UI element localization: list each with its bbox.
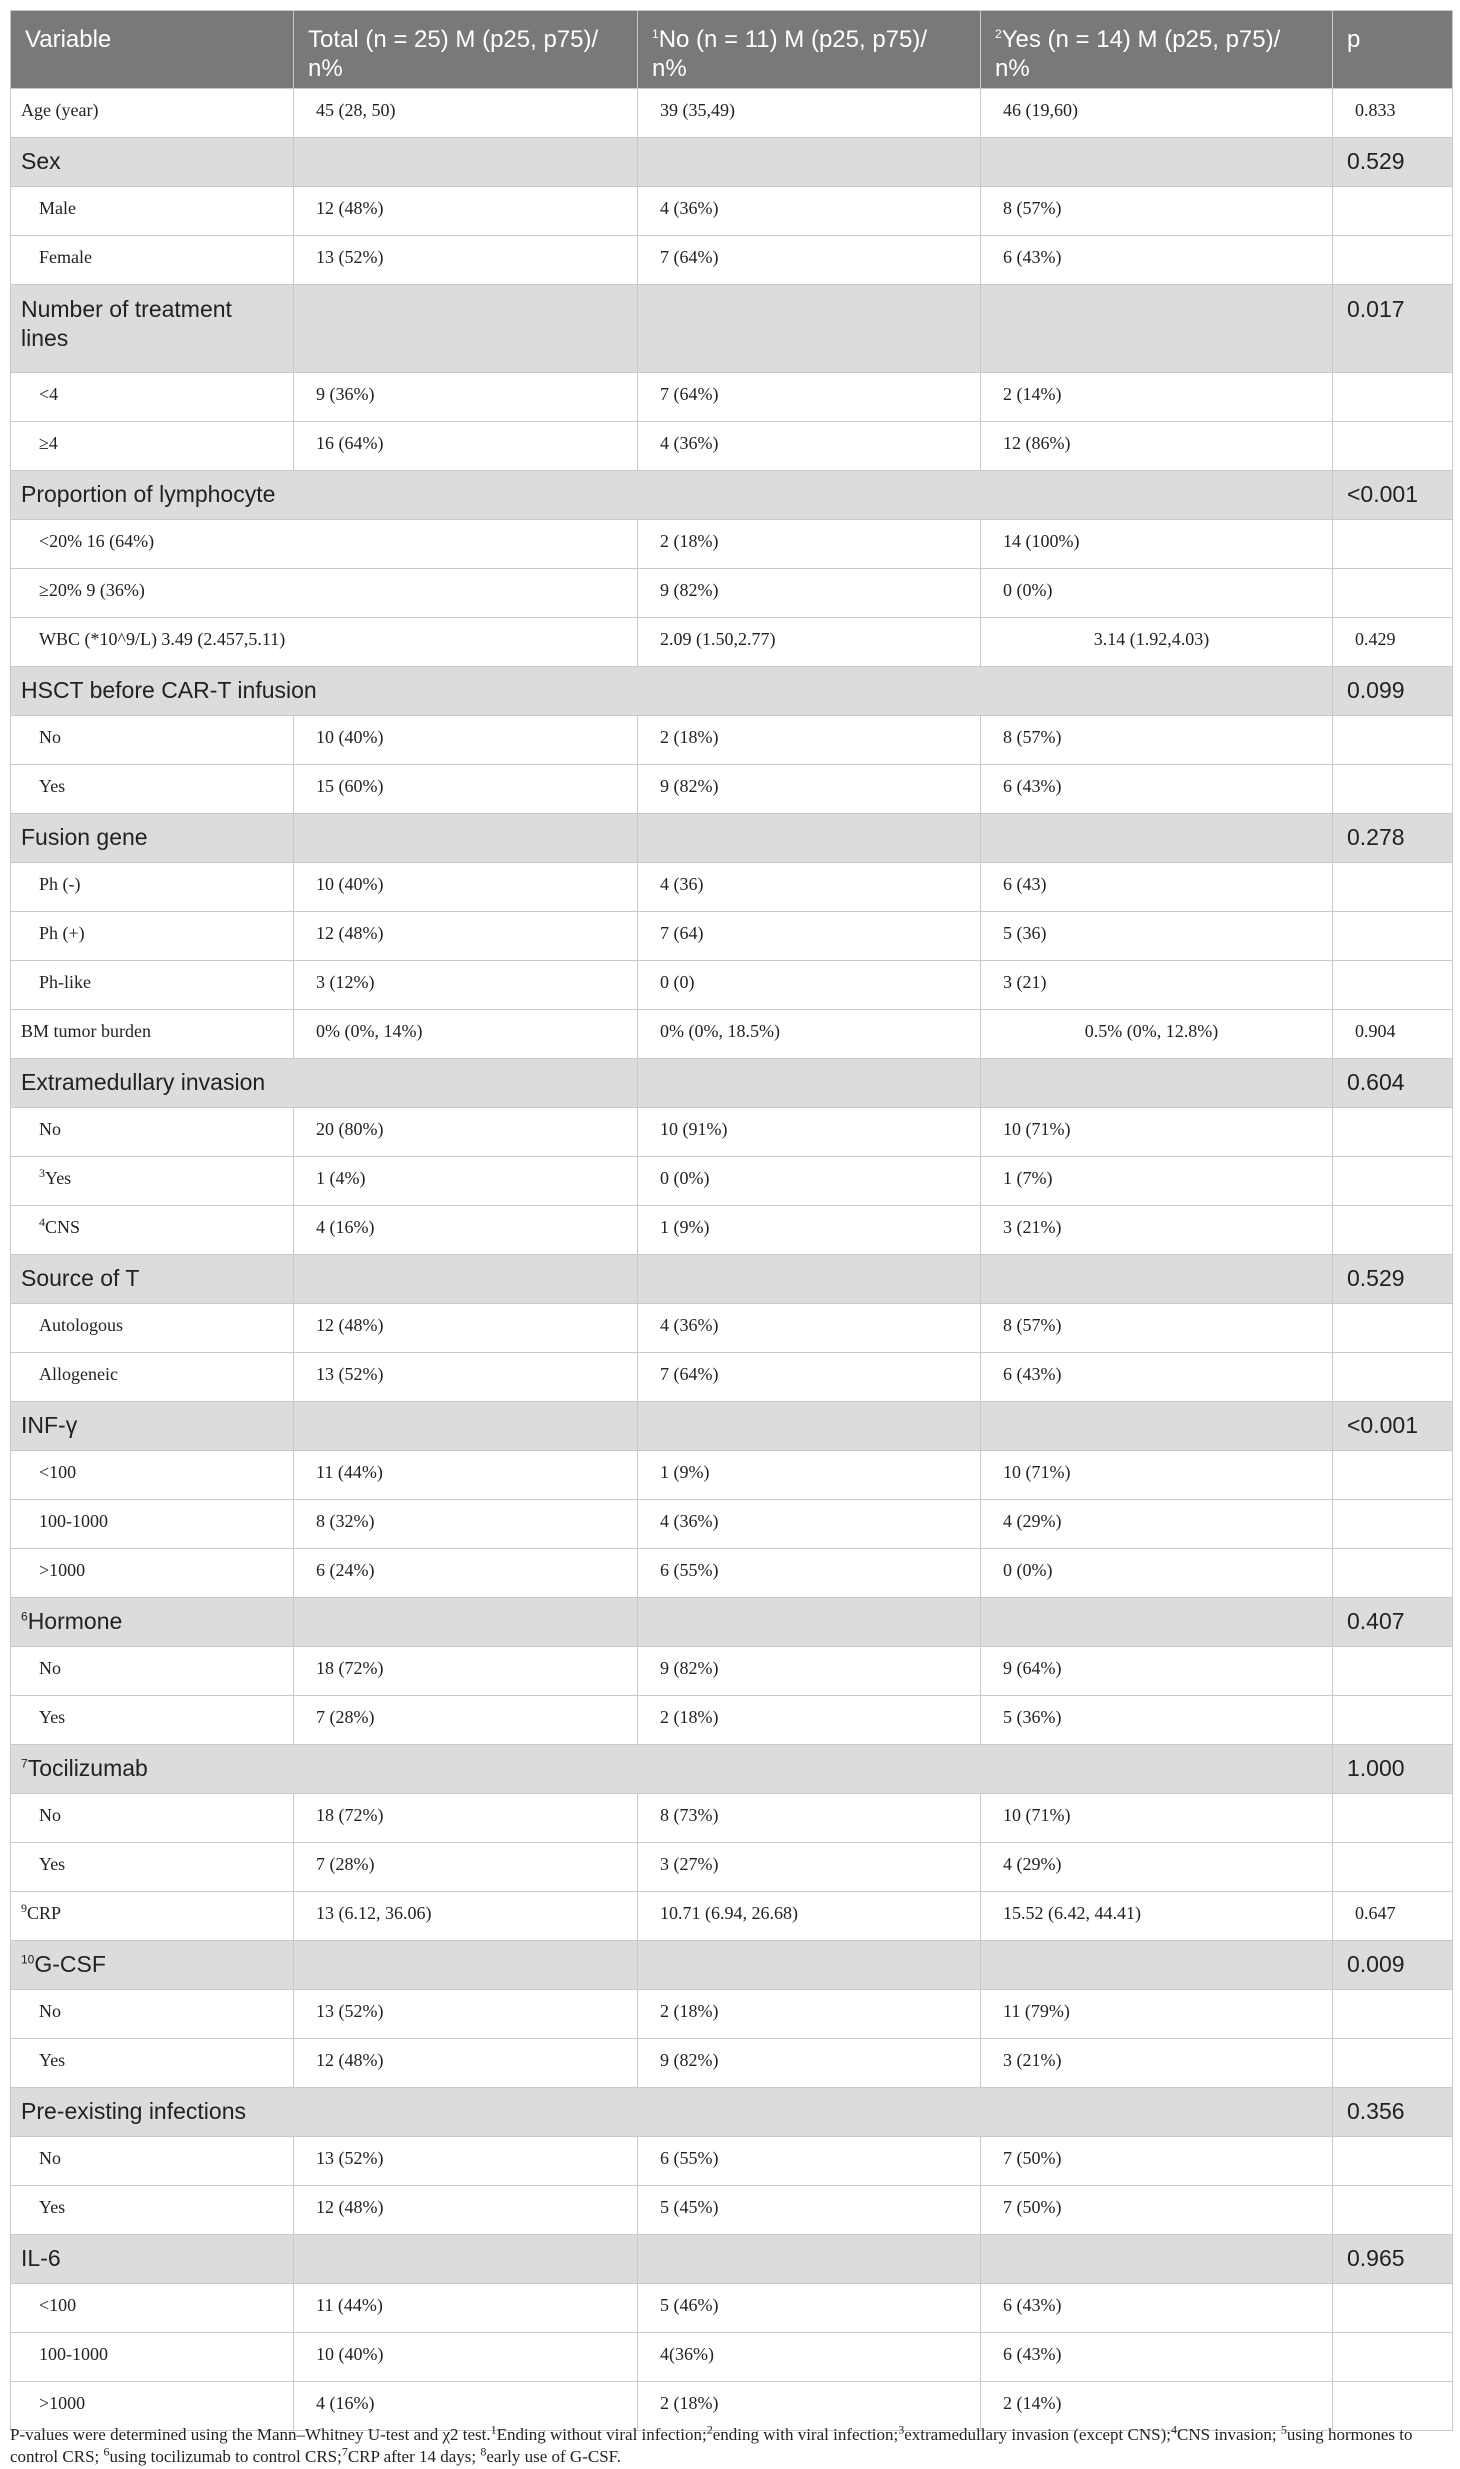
cell-no: 9 (82%)	[638, 765, 981, 814]
cell-total: 7 (28%)	[294, 1843, 638, 1892]
cell-total: 13 (52%)	[294, 1990, 638, 2039]
cell-yes: 9 (64%)	[981, 1647, 1333, 1696]
cell-no: 39 (35,49)	[638, 89, 981, 138]
cell-no: 8 (73%)	[638, 1794, 981, 1843]
section-p: 0.529	[1333, 138, 1453, 187]
footnote-sup: 2	[706, 2422, 713, 2437]
row-label: BM tumor burden	[11, 1010, 294, 1059]
section-row	[11, 814, 1453, 863]
table-row	[11, 1451, 1453, 1500]
section-p: 0.529	[1333, 1255, 1453, 1304]
cell-yes: 3.14 (1.92,4.03)	[981, 618, 1333, 667]
cell-no: 2 (18%)	[638, 716, 981, 765]
table-footnote	[10, 2424, 1452, 2468]
row-label: Yes	[11, 1843, 294, 1892]
section-label: Source of T	[11, 1255, 294, 1304]
row-label: Female	[11, 236, 294, 285]
cell-no: 4 (36%)	[638, 1500, 981, 1549]
section-label: Sex	[11, 138, 294, 187]
cell-total: 1 (4%)	[294, 1157, 638, 1206]
cell-total: 10 (40%)	[294, 716, 638, 765]
cell-no: 0% (0%, 18.5%)	[638, 1010, 981, 1059]
table-row	[11, 716, 1453, 765]
footnote-sup: 1	[490, 2422, 497, 2437]
row-label-text: CRP	[27, 1903, 62, 1923]
footnote-text: CNS invasion;	[1176, 2425, 1281, 2444]
cell-no: 9 (82%)	[638, 1647, 981, 1696]
table-row	[11, 2137, 1453, 2186]
header-no	[638, 11, 981, 89]
cell-yes: 3 (21%)	[981, 2039, 1333, 2088]
table-row	[11, 1353, 1453, 1402]
section-row	[11, 138, 1453, 187]
section-row	[11, 1941, 1453, 1990]
cell-no: 7 (64)	[638, 912, 981, 961]
section-label: Fusion gene	[11, 814, 294, 863]
table-row	[11, 1696, 1453, 1745]
section-p: 0.278	[1333, 814, 1453, 863]
table-row	[11, 1647, 1453, 1696]
cell-no: 1 (9%)	[638, 1451, 981, 1500]
row-label-sup: 9	[21, 1901, 27, 1915]
cell-no: 9 (82%)	[638, 569, 981, 618]
footnote-text: P-values were determined using the Mann–Whitney U-test and χ2 test.	[10, 2425, 491, 2444]
cell-yes: 4 (29%)	[981, 1500, 1333, 1549]
cell-yes: 8 (57%)	[981, 1304, 1333, 1353]
row-label: No	[11, 1647, 294, 1696]
section-label-text: Tocilizumab	[27, 1755, 148, 1781]
cell-total: 6 (24%)	[294, 1549, 638, 1598]
cell-yes: 12 (86%)	[981, 422, 1333, 471]
cell-no: 0 (0%)	[638, 1157, 981, 1206]
cell-total: 18 (72%)	[294, 1647, 638, 1696]
footnote-sup: 8	[480, 2444, 487, 2459]
cell-yes: 0 (0%)	[981, 569, 1333, 618]
footnote-sup: 4	[1170, 2422, 1177, 2437]
row-label	[11, 1892, 294, 1941]
table-row	[11, 1206, 1453, 1255]
section-row	[11, 1598, 1453, 1647]
header-total: Total (n = 25) M (p25, p75)/ n%	[294, 11, 638, 89]
cell-total: 45 (28, 50)	[294, 89, 638, 138]
table-row	[11, 1892, 1453, 1941]
cell-yes: 6 (43)	[981, 863, 1333, 912]
section-row	[11, 2088, 1453, 2137]
cell-no: 2.09 (1.50,2.77)	[638, 618, 981, 667]
cell-no: 9 (82%)	[638, 2039, 981, 2088]
row-label-text: Yes	[45, 1168, 72, 1188]
cell-no: 7 (64%)	[638, 236, 981, 285]
table-row	[11, 2333, 1453, 2382]
section-row	[11, 471, 1453, 520]
header-yes	[981, 11, 1333, 89]
cell-p: 0.429	[1333, 618, 1453, 667]
table-row	[11, 1108, 1453, 1157]
cell-total: 12 (48%)	[294, 187, 638, 236]
cell-total: 4 (16%)	[294, 2382, 638, 2431]
cell-total: 10 (40%)	[294, 863, 638, 912]
cell-yes: 7 (50%)	[981, 2186, 1333, 2235]
cell-total: 12 (48%)	[294, 2039, 638, 2088]
row-label: 100-1000	[11, 1500, 294, 1549]
table-row	[11, 1843, 1453, 1892]
section-label-sup: 6	[21, 1609, 28, 1624]
cell-total: 13 (52%)	[294, 236, 638, 285]
cell-yes: 6 (43%)	[981, 1353, 1333, 1402]
cell-total: 10 (40%)	[294, 2333, 638, 2382]
cell-no: 1 (9%)	[638, 1206, 981, 1255]
row-label: No	[11, 716, 294, 765]
cell-total: 13 (52%)	[294, 2137, 638, 2186]
section-label: Proportion of lymphocyte	[11, 471, 1333, 520]
cell-yes: 10 (71%)	[981, 1794, 1333, 1843]
row-label: ≥20% 9 (36%)	[11, 569, 638, 618]
cell-total: 13 (52%)	[294, 1353, 638, 1402]
table-row	[11, 961, 1453, 1010]
header-variable: Variable	[11, 11, 294, 89]
footnote-sup: 5	[1280, 2422, 1287, 2437]
table-row	[11, 2284, 1453, 2333]
table-row	[11, 520, 1453, 569]
section-p: 0.099	[1333, 667, 1453, 716]
table-row	[11, 1500, 1453, 1549]
cell-no: 2 (18%)	[638, 1990, 981, 2039]
cell-no: 3 (27%)	[638, 1843, 981, 1892]
cell-yes: 5 (36%)	[981, 1696, 1333, 1745]
cell-no: 2 (18%)	[638, 1696, 981, 1745]
cell-p: 0.833	[1333, 89, 1453, 138]
section-row	[11, 1255, 1453, 1304]
cell-total: 13 (6.12, 36.06)	[294, 1892, 638, 1941]
footnote-text: Ending without viral infection;	[496, 2425, 707, 2444]
section-p: 0.965	[1333, 2235, 1453, 2284]
header-yes-sup: 2	[995, 27, 1002, 41]
cell-yes: 2 (14%)	[981, 2382, 1333, 2431]
data-table	[10, 10, 1453, 2431]
section-p: 0.017	[1333, 285, 1453, 373]
header-p: p	[1333, 11, 1453, 89]
section-p: <0.001	[1333, 471, 1453, 520]
footnote-text: using hormones to control CRS;	[10, 2425, 1413, 2466]
footnote-text: ending with viral infection;	[712, 2425, 899, 2444]
row-label: WBC (*10^9/L) 3.49 (2.457,5.11)	[11, 618, 638, 667]
section-label-sup: 7	[21, 1756, 28, 1771]
cell-yes: 1 (7%)	[981, 1157, 1333, 1206]
section-p: 0.407	[1333, 1598, 1453, 1647]
row-label: No	[11, 1794, 294, 1843]
cell-total: 4 (16%)	[294, 1206, 638, 1255]
cell-yes: 6 (43%)	[981, 765, 1333, 814]
section-label: Pre-existing infections	[11, 2088, 1333, 2137]
section-label: Extramedullary invasion	[11, 1059, 638, 1108]
cell-no: 4 (36)	[638, 863, 981, 912]
section-label	[11, 1745, 1333, 1794]
cell-total: 12 (48%)	[294, 2186, 638, 2235]
cell-no: 4 (36%)	[638, 422, 981, 471]
section-row	[11, 667, 1453, 716]
cell-total: 11 (44%)	[294, 1451, 638, 1500]
table-row	[11, 373, 1453, 422]
cell-yes: 8 (57%)	[981, 716, 1333, 765]
section-label: HSCT before CAR-T infusion	[11, 667, 1333, 716]
section-label-text: G-CSF	[34, 1951, 106, 1977]
table-row	[11, 1010, 1453, 1059]
row-label: Age (year)	[11, 89, 294, 138]
cell-yes: 0.5% (0%, 12.8%)	[981, 1010, 1333, 1059]
row-label: No	[11, 2137, 294, 2186]
table-row	[11, 765, 1453, 814]
footnote-text: CRP after 14 days;	[347, 2447, 481, 2466]
row-label: Yes	[11, 765, 294, 814]
cell-total: 16 (64%)	[294, 422, 638, 471]
cell-yes: 4 (29%)	[981, 1843, 1333, 1892]
table-row	[11, 422, 1453, 471]
cell-total: 15 (60%)	[294, 765, 638, 814]
table-header-row	[11, 11, 1453, 89]
row-label: Male	[11, 187, 294, 236]
table-row	[11, 618, 1453, 667]
footnote-text: early use of G-CSF.	[486, 2447, 621, 2466]
table-row	[11, 912, 1453, 961]
section-row	[11, 285, 1453, 373]
cell-total: 18 (72%)	[294, 1794, 638, 1843]
cell-no: 4(36%)	[638, 2333, 981, 2382]
footnote-sup: 6	[103, 2444, 110, 2459]
row-label: 100-1000	[11, 2333, 294, 2382]
cell-total: 3 (12%)	[294, 961, 638, 1010]
cell-total: 8 (32%)	[294, 1500, 638, 1549]
section-label	[11, 1598, 294, 1647]
section-label: Number of treatment lines	[11, 285, 294, 373]
cell-yes: 15.52 (6.42, 44.41)	[981, 1892, 1333, 1941]
table-container	[10, 10, 1452, 2431]
cell-yes: 14 (100%)	[981, 520, 1333, 569]
table-row	[11, 1157, 1453, 1206]
cell-no: 0 (0)	[638, 961, 981, 1010]
cell-total: 12 (48%)	[294, 1304, 638, 1353]
row-label: <4	[11, 373, 294, 422]
cell-no: 2 (18%)	[638, 520, 981, 569]
table-row	[11, 2039, 1453, 2088]
section-p: 0.009	[1333, 1941, 1453, 1990]
row-label-text: CNS	[45, 1217, 81, 1237]
section-label-text: Hormone	[27, 1608, 123, 1634]
section-label: INF-γ	[11, 1402, 294, 1451]
cell-yes: 6 (43%)	[981, 2333, 1333, 2382]
table-row	[11, 1990, 1453, 2039]
row-label: >1000	[11, 2382, 294, 2431]
section-row	[11, 2235, 1453, 2284]
cell-no: 6 (55%)	[638, 1549, 981, 1598]
section-row	[11, 1402, 1453, 1451]
row-label: >1000	[11, 1549, 294, 1598]
footnote-text: extramedullary invasion (except CNS);	[904, 2425, 1171, 2444]
cell-yes: 3 (21%)	[981, 1206, 1333, 1255]
section-p: 1.000	[1333, 1745, 1453, 1794]
footnote-text: using tocilizumab to control CRS;	[109, 2447, 342, 2466]
cell-no: 5 (46%)	[638, 2284, 981, 2333]
section-p: <0.001	[1333, 1402, 1453, 1451]
table-row	[11, 1549, 1453, 1598]
section-label: IL-6	[11, 2235, 294, 2284]
row-label-sup: 3	[39, 1166, 45, 1180]
cell-yes: 10 (71%)	[981, 1451, 1333, 1500]
table-row	[11, 863, 1453, 912]
row-label	[11, 1157, 294, 1206]
row-label: Ph (-)	[11, 863, 294, 912]
footnote-sup: 3	[898, 2422, 905, 2437]
cell-p: 0.904	[1333, 1010, 1453, 1059]
table-row	[11, 1794, 1453, 1843]
cell-no: 7 (64%)	[638, 373, 981, 422]
row-label	[11, 1206, 294, 1255]
cell-yes: 3 (21)	[981, 961, 1333, 1010]
row-label: Allogeneic	[11, 1353, 294, 1402]
row-label: <100	[11, 2284, 294, 2333]
cell-yes: 0 (0%)	[981, 1549, 1333, 1598]
cell-no: 2 (18%)	[638, 2382, 981, 2431]
row-label: No	[11, 1990, 294, 2039]
cell-no: 4 (36%)	[638, 1304, 981, 1353]
row-label: <100	[11, 1451, 294, 1500]
table-row	[11, 1304, 1453, 1353]
cell-no: 6 (55%)	[638, 2137, 981, 2186]
row-label: Ph-like	[11, 961, 294, 1010]
section-row	[11, 1745, 1453, 1794]
row-label: Yes	[11, 2039, 294, 2088]
section-row	[11, 1059, 1453, 1108]
cell-yes: 46 (19,60)	[981, 89, 1333, 138]
cell-no: 7 (64%)	[638, 1353, 981, 1402]
row-label: Autologous	[11, 1304, 294, 1353]
cell-no: 10.71 (6.94, 26.68)	[638, 1892, 981, 1941]
table-row	[11, 89, 1453, 138]
cell-total: 0% (0%, 14%)	[294, 1010, 638, 1059]
cell-yes: 7 (50%)	[981, 2137, 1333, 2186]
cell-yes: 2 (14%)	[981, 373, 1333, 422]
cell-yes: 5 (36)	[981, 912, 1333, 961]
row-label: Ph (+)	[11, 912, 294, 961]
section-p: 0.604	[1333, 1059, 1453, 1108]
cell-yes: 6 (43%)	[981, 2284, 1333, 2333]
row-label: ≥4	[11, 422, 294, 471]
table-row	[11, 2186, 1453, 2235]
cell-no: 5 (45%)	[638, 2186, 981, 2235]
header-no-sup: 1	[652, 27, 659, 41]
row-label: <20% 16 (64%)	[11, 520, 638, 569]
row-label: Yes	[11, 1696, 294, 1745]
row-label: Yes	[11, 2186, 294, 2235]
cell-yes: 6 (43%)	[981, 236, 1333, 285]
cell-yes: 10 (71%)	[981, 1108, 1333, 1157]
cell-no: 10 (91%)	[638, 1108, 981, 1157]
cell-total: 9 (36%)	[294, 373, 638, 422]
footnote-sup: 7	[341, 2444, 348, 2459]
section-label-sup: 10	[21, 1952, 35, 1967]
section-label	[11, 1941, 294, 1990]
section-p: 0.356	[1333, 2088, 1453, 2137]
header-yes-label: Yes (n = 14) M (p25, p75)/ n%	[995, 26, 1281, 82]
cell-yes: 8 (57%)	[981, 187, 1333, 236]
cell-no: 4 (36%)	[638, 187, 981, 236]
cell-total: 12 (48%)	[294, 912, 638, 961]
cell-total: 7 (28%)	[294, 1696, 638, 1745]
table-row	[11, 236, 1453, 285]
cell-yes: 11 (79%)	[981, 1990, 1333, 2039]
table-row	[11, 187, 1453, 236]
row-label-sup: 4	[39, 1215, 45, 1229]
cell-total: 11 (44%)	[294, 2284, 638, 2333]
table-row	[11, 569, 1453, 618]
cell-p: 0.647	[1333, 1892, 1453, 1941]
header-no-label: No (n = 11) M (p25, p75)/ n%	[652, 26, 928, 82]
row-label: No	[11, 1108, 294, 1157]
cell-total: 20 (80%)	[294, 1108, 638, 1157]
